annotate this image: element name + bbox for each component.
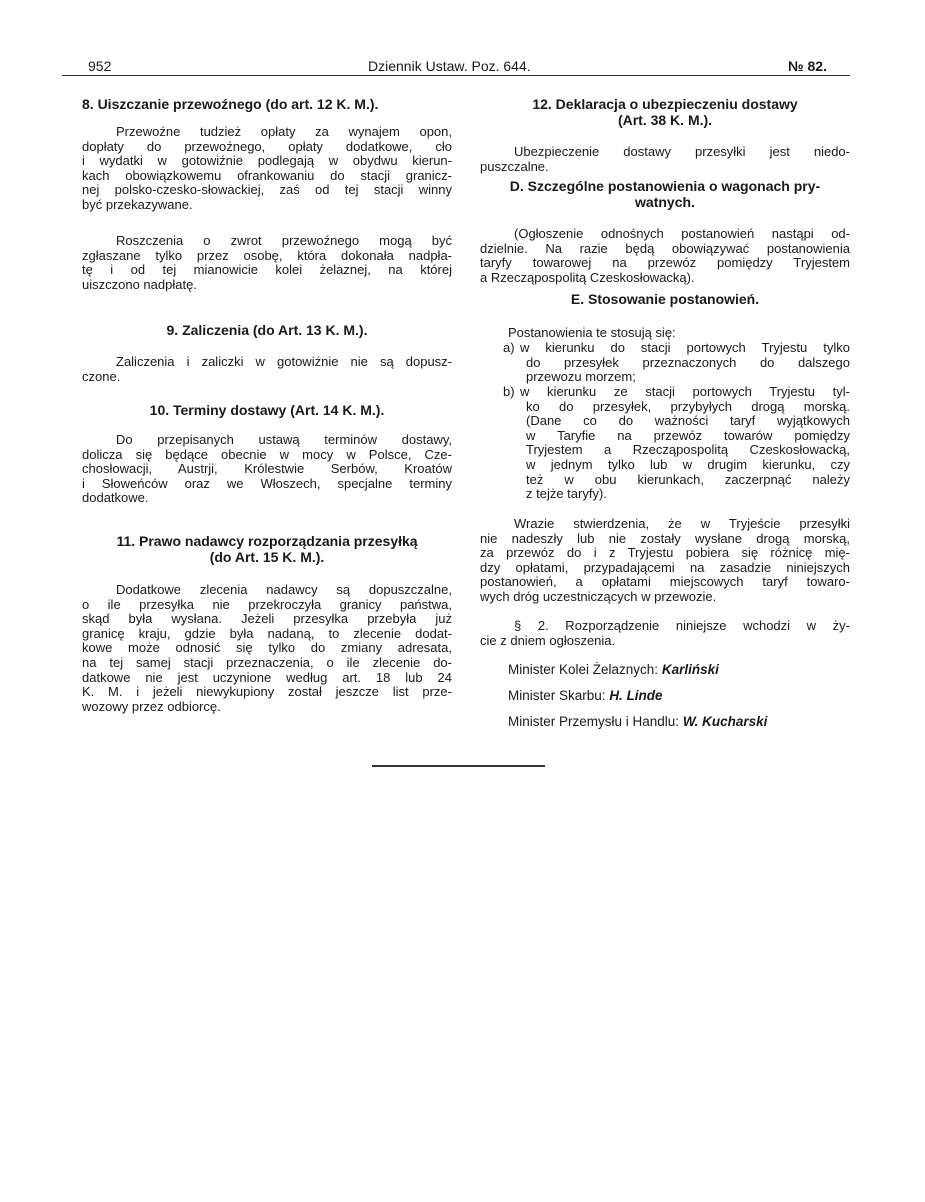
text-line: przewozu morzem; (526, 369, 636, 385)
list-item (480, 385, 850, 502)
text-line: § 2. Rozporządzenie niniejsze wchodzi w ży- (514, 618, 850, 633)
text-line: cie z dniem ogłoszenia. (480, 632, 616, 648)
paragraph (82, 433, 452, 506)
text-line: puszczalne. (480, 158, 549, 174)
text-line: wych dróg uczestniczących w przewozie. (480, 588, 717, 604)
text-line: do przesyłek przeznaczonych do dalszego (526, 354, 850, 370)
heading-line: 8. Uiszczanie przewoźnego (do art. 12 K. M.). (82, 96, 379, 112)
list-item (480, 341, 850, 385)
paragraph (82, 125, 452, 213)
text-line: tę i od tej mianowicie kolei żelaznej, na której (82, 262, 452, 278)
header-rule (62, 75, 850, 76)
text-line: nej polsko-czesko-słowackiej, zaś od tej stacji winny (82, 182, 452, 198)
section-heading (480, 96, 850, 128)
paragraph (82, 234, 452, 292)
text-line: Roszczenia o zwrot przewoźnego mogą być (116, 233, 452, 248)
text-line: skąd była wysłana. Jeżeli przesyłka przebyła już (82, 611, 452, 627)
text-line: dolicza się będące obecnie w mocy w Polsce, Cze- (82, 446, 452, 462)
section-heading (480, 291, 850, 307)
section-heading (82, 402, 452, 418)
minister-title: Minister Skarbu: (508, 688, 606, 703)
text-line: dzielnie. Na razie będą obowiązywać postanowienia (480, 240, 850, 256)
minister-name: W. Kucharski (682, 714, 768, 729)
text-line: Ubezpieczenie dostawy przesyłki jest niedo- (514, 144, 850, 159)
text-line: kach obowiązkowemu ofrankowaniu do stacji granicz- (82, 167, 452, 183)
text-line: (Ogłoszenie odnośnych postanowień nastąpi od- (514, 226, 850, 241)
text-line: Tryjestem a Rzecząpospolitą Czeskosłowacką, (526, 442, 850, 458)
text-line: K. M. i jeżeli niewykupiony został jeszcze list prze- (82, 684, 452, 700)
list-marker: a) (503, 340, 515, 355)
journal-title: Dziennik Ustaw. Poz. 644. (368, 58, 531, 74)
text-line: Wrazie stwierdzenia, że w Tryjeście przesyłki (514, 516, 850, 531)
text-line: Do przepisanych ustawą terminów dostawy, (116, 432, 452, 447)
text-line: a Rzecząpospolitą Czeskosłowacką). (480, 269, 695, 285)
text-line: dopłaty do przewoźnego, opłaty dodatkowe, cło (82, 138, 452, 154)
text-line: dodatkowe. (82, 490, 149, 506)
signature-line (508, 688, 663, 703)
paragraph (480, 517, 850, 605)
text-line: być przekazywane. (82, 196, 193, 212)
text-line: datkowe nie jest uczynione według art. 18 lub 24 (82, 669, 452, 685)
text-line: w jednym tylko lub w drugim kierunku, czy (526, 456, 850, 472)
text-line: za przewóz do i z Tryjestu pobiera się różnicę mię- (480, 545, 850, 561)
text-line: Postanowienia te stosują się: (508, 325, 676, 340)
text-line: (Dane co do ważności taryf wyjątkowych (526, 413, 850, 429)
page-number: 952 (88, 58, 112, 74)
text-line: o ile przesyłka nie przekroczyła granicy państwa, (82, 596, 452, 612)
text-line: Przewoźne tudzież opłaty za wynajem opon, (116, 124, 452, 139)
text-line: w kierunku ze stacji portowych Tryjestu tyl- (520, 384, 850, 399)
signature-line (508, 662, 719, 677)
paragraph (480, 619, 850, 648)
text-line: taryfy towarowej na przewóz pomiędzy Tryjestem (480, 255, 850, 271)
heading-line: E. Stosowanie postanowień. (570, 291, 760, 307)
paragraph (82, 583, 452, 714)
text-line: ko do przesyłek, przybyłych drogą morską. (526, 398, 850, 414)
text-line: i wydatki w gotowiźnie podlegają w obydwu kierun- (82, 153, 452, 169)
minister-title: Minister Przemysłu i Handlu: (508, 714, 680, 729)
section-heading (82, 96, 452, 112)
section-heading (82, 533, 452, 565)
heading-line: 10. Terminy dostawy (Art. 14 K. M.). (149, 402, 385, 418)
text-line: też w obu kierunkach, zaczerpnąć należy (526, 471, 850, 487)
heading-line: D. Szczególne postanowienia o wagonach pry- (509, 178, 821, 194)
section-heading (82, 322, 452, 338)
text-line: na tej samej stacji przeznaczenia, o ile zlecenie do- (82, 654, 452, 670)
text-line: i Słoweńców oraz we Włoszech, specjalne terminy (82, 475, 452, 491)
text-line: z tejże taryfy). (526, 486, 607, 502)
minister-title: Minister Kolei Żelaznych: (508, 662, 659, 677)
list-marker: b) (503, 384, 515, 399)
text-line: chosłowacji, Austrji, Królestwie Serbów, Kroatów (82, 461, 452, 477)
heading-line: watnych. (635, 194, 695, 210)
text-line: Dodatkowe zlecenia nadawcy są dopuszczalne, (116, 582, 452, 597)
heading-line: (do Art. 15 K. M.). (209, 549, 325, 565)
minister-name: H. Linde (609, 688, 663, 703)
paragraph (480, 145, 850, 174)
paragraph (82, 355, 452, 384)
minister-name: Karliński (661, 662, 719, 677)
text-line: granicę kraju, gdzie była nadaną, to zlecenie dodat- (82, 625, 452, 641)
text-line: kowe może odnosić się tylko do zmiany adresata, (82, 640, 452, 656)
heading-line: 11. Prawo nadawcy rozporządzania przesyłką (116, 533, 418, 549)
text-line: dzy opłatami, przypadającemi na zasadzie niniejszych (480, 559, 850, 575)
section-heading (480, 178, 850, 210)
text-line: w kierunku do stacji portowych Tryjestu tylko (520, 340, 850, 355)
text-line: zgłaszane tylko przez osobę, która dokonała nadpła- (82, 247, 452, 263)
text-line: czone. (82, 368, 121, 384)
text-line: nie nadeszły lub nie zostały wysłane drogą morską, (480, 530, 850, 546)
text-line: wozowy przez odbiorcę. (82, 698, 221, 714)
issue-number: № 82. (788, 58, 827, 74)
heading-line: (Art. 38 K. M.). (617, 112, 713, 128)
heading-line: 9. Zaliczenia (do Art. 13 K. M.). (166, 322, 368, 338)
heading-line: 12. Deklaracja o ubezpieczeniu dostawy (532, 96, 798, 112)
paragraph (480, 227, 850, 285)
paragraph (480, 326, 850, 341)
text-line: w Taryfie na przewóz towarów pomiędzy (526, 427, 850, 443)
text-line: uiszczono nadpłatę. (82, 276, 197, 292)
text-line: Zaliczenia i zaliczki w gotowiźnie nie są dopusz- (116, 354, 452, 369)
end-rule (372, 765, 545, 767)
text-line: postanowień, a opłatami miejscowych taryf towaro- (480, 574, 850, 590)
signature-line (508, 714, 767, 729)
